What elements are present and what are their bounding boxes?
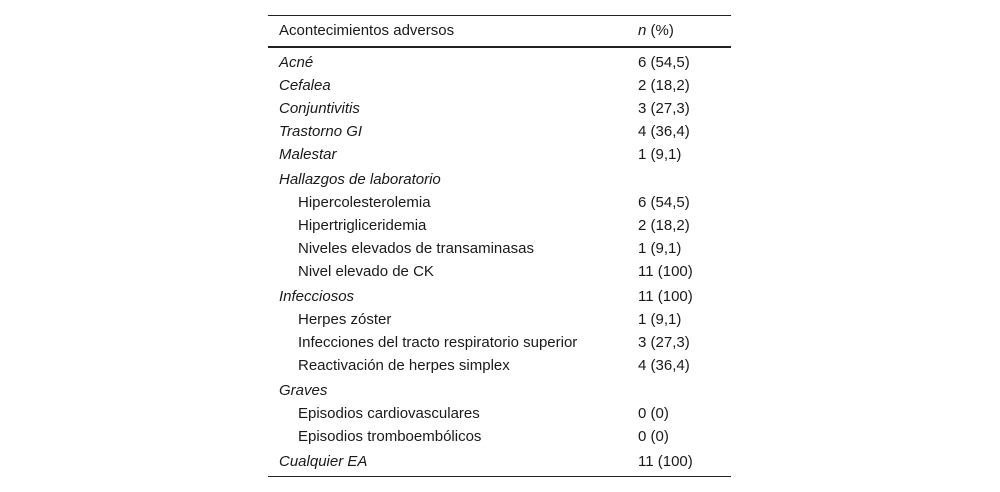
row-label: Episodios cardiovasculares bbox=[298, 405, 480, 422]
row-label: Hallazgos de laboratorio bbox=[279, 171, 441, 188]
row-value: 1 (9,1) bbox=[638, 146, 682, 163]
table-body bbox=[268, 47, 731, 477]
row-label: Malestar bbox=[279, 146, 337, 163]
table-row-group-heading bbox=[268, 377, 731, 402]
row-value: 2 (18,2) bbox=[638, 217, 690, 234]
row-label: Herpes zóster bbox=[298, 311, 392, 328]
table-row bbox=[268, 191, 731, 214]
table-row-group-heading bbox=[268, 283, 731, 308]
table-row-total bbox=[268, 448, 731, 477]
row-value: 3 (27,3) bbox=[638, 100, 690, 117]
row-label: Episodios tromboembólicos bbox=[298, 428, 482, 445]
row-value: 11 (100) bbox=[638, 453, 693, 470]
row-label: Cefalea bbox=[279, 77, 331, 94]
row-value: 11 (100) bbox=[638, 263, 693, 280]
row-label: Niveles elevados de transaminasas bbox=[298, 240, 534, 257]
row-value: 0 (0) bbox=[638, 405, 669, 422]
row-label: Hipertrigliceridemia bbox=[298, 217, 427, 234]
table-row bbox=[268, 402, 731, 425]
header-row bbox=[268, 16, 731, 48]
row-value: 4 (36,4) bbox=[638, 123, 690, 140]
table-row bbox=[268, 425, 731, 448]
row-label: Graves bbox=[279, 382, 328, 399]
table-header bbox=[268, 16, 731, 48]
row-value: 6 (54,5) bbox=[638, 54, 690, 71]
table-row bbox=[268, 260, 731, 283]
row-label: Nivel elevado de CK bbox=[298, 263, 434, 280]
row-value: 1 (9,1) bbox=[638, 311, 682, 328]
row-label: Infecciosos bbox=[279, 288, 355, 305]
row-value: 4 (36,4) bbox=[638, 357, 690, 374]
table-row bbox=[268, 237, 731, 260]
row-value bbox=[627, 166, 731, 191]
row-value: 6 (54,5) bbox=[638, 194, 690, 211]
row-value bbox=[627, 377, 731, 402]
adverse-events-table-wrapper bbox=[268, 15, 731, 477]
row-value: 1 (9,1) bbox=[638, 240, 682, 257]
table-row bbox=[268, 143, 731, 166]
table-row bbox=[268, 308, 731, 331]
header-n-percent bbox=[627, 16, 731, 48]
row-label: Infecciones del tracto respiratorio superior bbox=[298, 334, 578, 351]
row-label: Hipercolesterolemia bbox=[298, 194, 431, 211]
row-value: 0 (0) bbox=[638, 428, 669, 445]
row-label: Conjuntivitis bbox=[279, 100, 360, 117]
row-value: 11 (100) bbox=[638, 288, 693, 305]
table-row bbox=[268, 214, 731, 237]
table-row bbox=[268, 120, 731, 143]
header-percent: (%) bbox=[646, 22, 674, 39]
table-row-group-heading bbox=[268, 166, 731, 191]
row-label: Acné bbox=[279, 54, 314, 71]
table-row bbox=[268, 331, 731, 354]
row-label: Trastorno GI bbox=[279, 123, 363, 140]
row-label: Cualquier EA bbox=[279, 453, 368, 470]
header-n: n bbox=[638, 22, 647, 39]
row-value: 3 (27,3) bbox=[638, 334, 690, 351]
table-row bbox=[268, 47, 731, 74]
header-adverse-events: Acontecimientos adversos bbox=[279, 22, 455, 39]
row-label: Reactivación de herpes simplex bbox=[298, 357, 510, 374]
table-row bbox=[268, 354, 731, 377]
table-row bbox=[268, 97, 731, 120]
row-value: 2 (18,2) bbox=[638, 77, 690, 94]
adverse-events-table bbox=[268, 15, 731, 477]
table-row bbox=[268, 74, 731, 97]
